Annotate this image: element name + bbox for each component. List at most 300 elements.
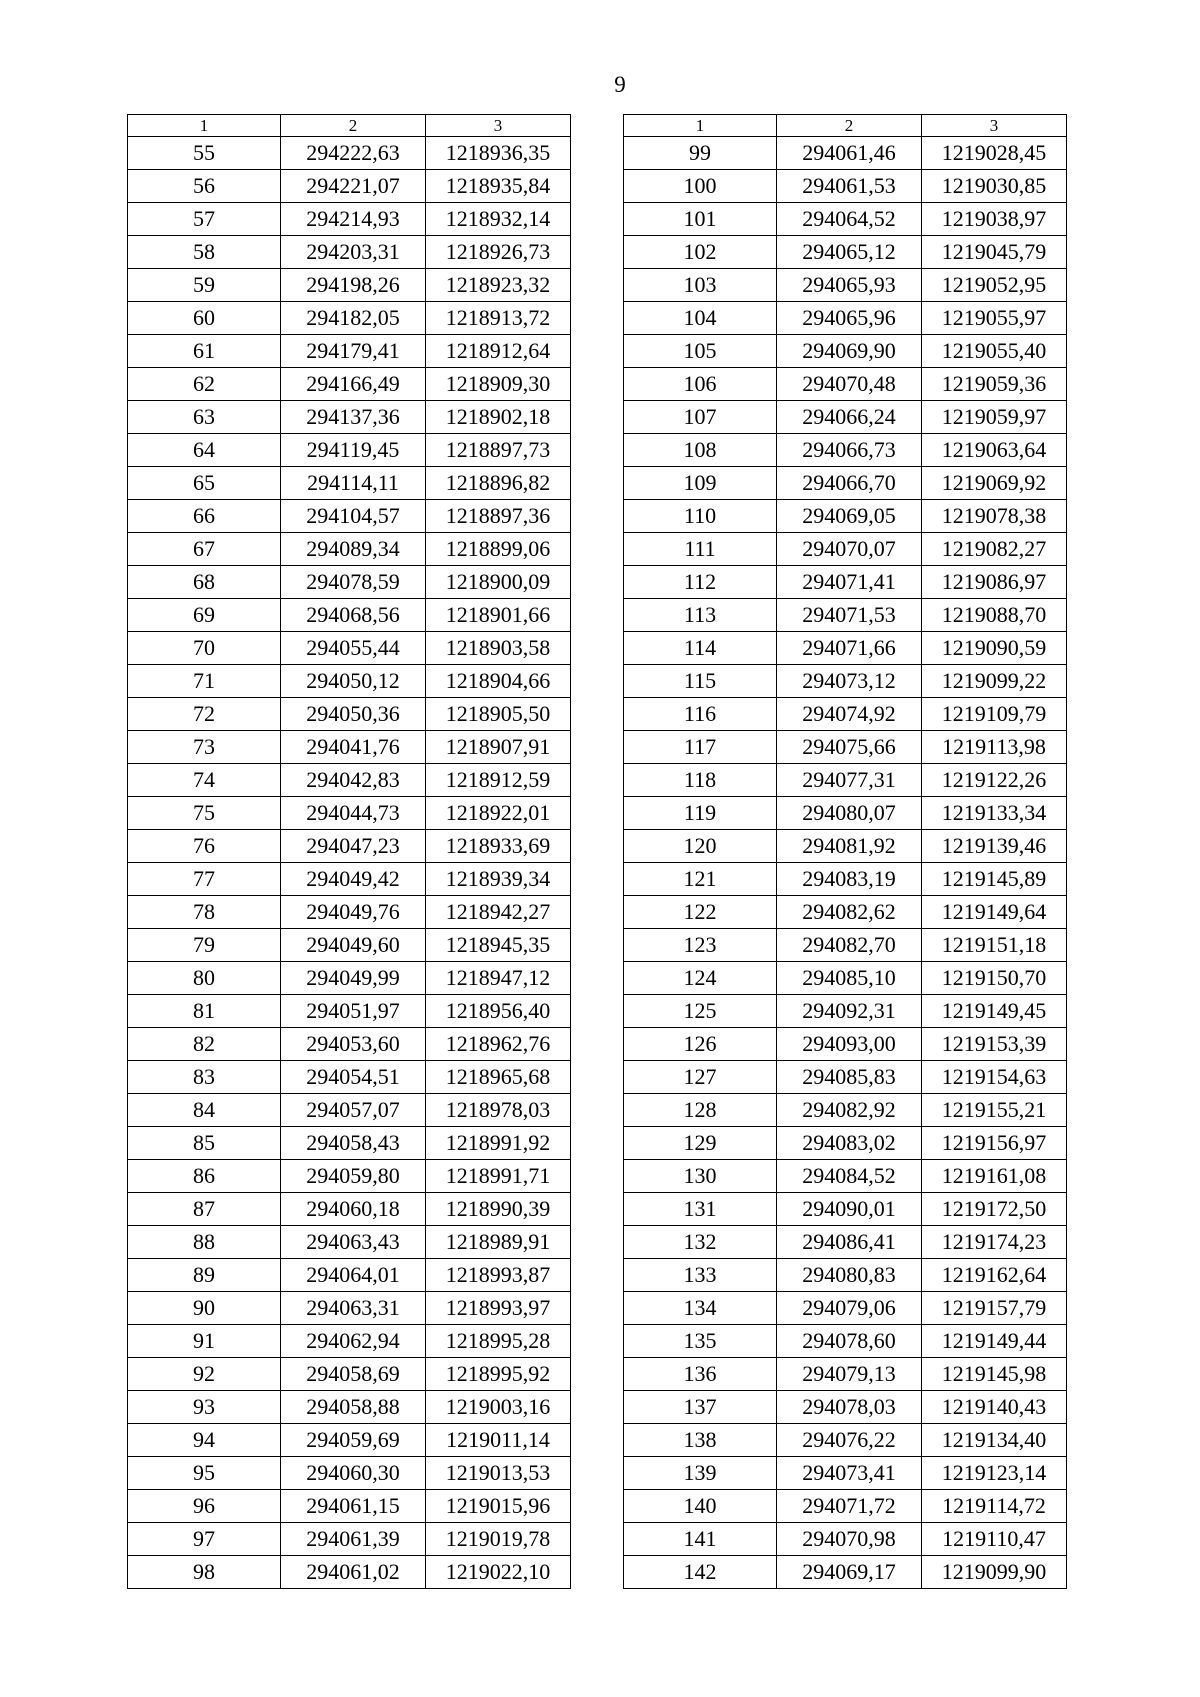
coordinate-x-cell: 294057,07 (281, 1094, 426, 1127)
coordinate-y-cell: 1219140,43 (922, 1391, 1067, 1424)
point-number-cell: 83 (128, 1061, 281, 1094)
coordinate-y-cell: 1219145,98 (922, 1358, 1067, 1391)
coordinate-x-cell: 294083,02 (777, 1127, 922, 1160)
point-number-cell: 87 (128, 1193, 281, 1226)
point-number-cell: 72 (128, 698, 281, 731)
coordinate-x-cell: 294060,30 (281, 1457, 426, 1490)
coordinate-x-cell: 294061,02 (281, 1556, 426, 1589)
table-row (624, 1127, 1067, 1160)
table-row (624, 599, 1067, 632)
coordinate-y-cell: 1219172,50 (922, 1193, 1067, 1226)
point-number-cell: 110 (624, 500, 777, 533)
point-number-cell: 80 (128, 962, 281, 995)
point-number-cell: 122 (624, 896, 777, 929)
table-row (128, 1490, 571, 1523)
point-number-cell: 59 (128, 269, 281, 302)
column-header-1: 1 (128, 115, 281, 137)
coordinate-y-cell: 1218956,40 (426, 995, 571, 1028)
table-row (624, 1358, 1067, 1391)
table-row (128, 302, 571, 335)
point-number-cell: 100 (624, 170, 777, 203)
table-row (624, 1028, 1067, 1061)
table-row (128, 1094, 571, 1127)
coordinate-y-cell: 1218903,58 (426, 632, 571, 665)
point-number-cell: 71 (128, 665, 281, 698)
coordinate-y-cell: 1219134,40 (922, 1424, 1067, 1457)
column-header-3: 3 (922, 115, 1067, 137)
point-number-cell: 66 (128, 500, 281, 533)
coordinate-x-cell: 294050,36 (281, 698, 426, 731)
coordinate-y-cell: 1218900,09 (426, 566, 571, 599)
coordinate-y-cell: 1219099,90 (922, 1556, 1067, 1589)
coordinate-x-cell: 294071,72 (777, 1490, 922, 1523)
table-row (128, 863, 571, 896)
coordinate-y-cell: 1219113,98 (922, 731, 1067, 764)
point-number-cell: 116 (624, 698, 777, 731)
table-row (624, 1556, 1067, 1589)
table-row (624, 1226, 1067, 1259)
coordinate-x-cell: 294084,52 (777, 1160, 922, 1193)
coordinate-y-cell: 1218936,35 (426, 137, 571, 170)
coordinate-y-cell: 1218896,82 (426, 467, 571, 500)
table-row (128, 962, 571, 995)
coordinate-x-cell: 294070,07 (777, 533, 922, 566)
point-number-cell: 79 (128, 929, 281, 962)
point-number-cell: 61 (128, 335, 281, 368)
point-number-cell: 112 (624, 566, 777, 599)
point-number-cell: 92 (128, 1358, 281, 1391)
coordinate-y-cell: 1219022,10 (426, 1556, 571, 1589)
coordinate-x-cell: 294166,49 (281, 368, 426, 401)
coordinate-x-cell: 294049,60 (281, 929, 426, 962)
point-number-cell: 67 (128, 533, 281, 566)
point-number-cell: 139 (624, 1457, 777, 1490)
point-number-cell: 108 (624, 434, 777, 467)
table-row (128, 467, 571, 500)
point-number-cell: 105 (624, 335, 777, 368)
table-row (128, 995, 571, 1028)
point-number-cell: 103 (624, 269, 777, 302)
coordinate-y-cell: 1219123,14 (922, 1457, 1067, 1490)
table-row (128, 1226, 571, 1259)
coordinate-y-cell: 1219038,97 (922, 203, 1067, 236)
point-number-cell: 73 (128, 731, 281, 764)
coordinate-y-cell: 1219090,59 (922, 632, 1067, 665)
point-number-cell: 57 (128, 203, 281, 236)
coordinate-x-cell: 294058,43 (281, 1127, 426, 1160)
table-row (128, 1523, 571, 1556)
coordinate-x-cell: 294085,83 (777, 1061, 922, 1094)
table-row (624, 1094, 1067, 1127)
table-row (624, 995, 1067, 1028)
coordinate-x-cell: 294083,19 (777, 863, 922, 896)
coordinate-x-cell: 294086,41 (777, 1226, 922, 1259)
coordinate-y-cell: 1218991,71 (426, 1160, 571, 1193)
coordinate-x-cell: 294073,12 (777, 665, 922, 698)
coordinate-y-cell: 1219019,78 (426, 1523, 571, 1556)
table-row (128, 764, 571, 797)
table-row (624, 830, 1067, 863)
coordinate-x-cell: 294078,60 (777, 1325, 922, 1358)
coordinate-y-cell: 1218904,66 (426, 665, 571, 698)
table-row (128, 1292, 571, 1325)
coordinate-y-cell: 1219055,97 (922, 302, 1067, 335)
coordinate-x-cell: 294069,17 (777, 1556, 922, 1589)
coordinate-y-cell: 1219114,72 (922, 1490, 1067, 1523)
point-number-cell: 135 (624, 1325, 777, 1358)
coordinate-y-cell: 1219028,45 (922, 137, 1067, 170)
table-row (624, 1259, 1067, 1292)
table-row (624, 368, 1067, 401)
table-row (128, 1259, 571, 1292)
table-row (128, 1061, 571, 1094)
coordinate-x-cell: 294071,66 (777, 632, 922, 665)
coordinate-y-cell: 1218912,59 (426, 764, 571, 797)
table-row (128, 533, 571, 566)
point-number-cell: 58 (128, 236, 281, 269)
coordinate-x-cell: 294076,22 (777, 1424, 922, 1457)
table-row (128, 1160, 571, 1193)
point-number-cell: 55 (128, 137, 281, 170)
point-number-cell: 140 (624, 1490, 777, 1523)
table-row (624, 731, 1067, 764)
coordinate-x-cell: 294066,70 (777, 467, 922, 500)
coordinate-x-cell: 294054,51 (281, 1061, 426, 1094)
coordinate-y-cell: 1219154,63 (922, 1061, 1067, 1094)
coordinates-table-left (127, 114, 571, 1589)
table-row (624, 302, 1067, 335)
table-row (624, 236, 1067, 269)
coordinate-y-cell: 1219109,79 (922, 698, 1067, 731)
coordinate-y-cell: 1219153,39 (922, 1028, 1067, 1061)
coordinate-y-cell: 1219161,08 (922, 1160, 1067, 1193)
coordinate-y-cell: 1219078,38 (922, 500, 1067, 533)
point-number-cell: 95 (128, 1457, 281, 1490)
point-number-cell: 101 (624, 203, 777, 236)
coordinate-y-cell: 1218993,97 (426, 1292, 571, 1325)
table-row (624, 1193, 1067, 1226)
table-row (128, 434, 571, 467)
point-number-cell: 128 (624, 1094, 777, 1127)
coordinate-y-cell: 1218912,64 (426, 335, 571, 368)
table-row (624, 1292, 1067, 1325)
point-number-cell: 136 (624, 1358, 777, 1391)
table-row (128, 1391, 571, 1424)
coordinate-y-cell: 1218905,50 (426, 698, 571, 731)
table-row (128, 236, 571, 269)
coordinate-y-cell: 1218913,72 (426, 302, 571, 335)
table-row (128, 368, 571, 401)
table-row (624, 500, 1067, 533)
point-number-cell: 123 (624, 929, 777, 962)
coordinate-y-cell: 1219145,89 (922, 863, 1067, 896)
coordinate-y-cell: 1219063,64 (922, 434, 1067, 467)
column-header-2: 2 (281, 115, 426, 137)
coordinate-x-cell: 294073,41 (777, 1457, 922, 1490)
point-number-cell: 63 (128, 401, 281, 434)
table-row (128, 929, 571, 962)
point-number-cell: 142 (624, 1556, 777, 1589)
point-number-cell: 68 (128, 566, 281, 599)
coordinate-x-cell: 294049,42 (281, 863, 426, 896)
point-number-cell: 64 (128, 434, 281, 467)
point-number-cell: 96 (128, 1490, 281, 1523)
coordinate-x-cell: 294085,10 (777, 962, 922, 995)
coordinate-x-cell: 294093,00 (777, 1028, 922, 1061)
point-number-cell: 81 (128, 995, 281, 1028)
coordinate-y-cell: 1219110,47 (922, 1523, 1067, 1556)
point-number-cell: 141 (624, 1523, 777, 1556)
coordinate-x-cell: 294198,26 (281, 269, 426, 302)
coordinate-y-cell: 1219045,79 (922, 236, 1067, 269)
coordinate-y-cell: 1218939,34 (426, 863, 571, 896)
table-row (624, 1061, 1067, 1094)
point-number-cell: 130 (624, 1160, 777, 1193)
table-row (624, 335, 1067, 368)
table-row (128, 170, 571, 203)
coordinate-x-cell: 294078,59 (281, 566, 426, 599)
point-number-cell: 85 (128, 1127, 281, 1160)
point-number-cell: 94 (128, 1424, 281, 1457)
coordinate-y-cell: 1219086,97 (922, 566, 1067, 599)
coordinate-y-cell: 1218995,28 (426, 1325, 571, 1358)
table-row (128, 1127, 571, 1160)
table-row (624, 1160, 1067, 1193)
coordinate-y-cell: 1219082,27 (922, 533, 1067, 566)
table-row (128, 203, 571, 236)
coordinate-x-cell: 294064,01 (281, 1259, 426, 1292)
coordinate-y-cell: 1219162,64 (922, 1259, 1067, 1292)
coordinate-y-cell: 1219069,92 (922, 467, 1067, 500)
coordinate-y-cell: 1219149,64 (922, 896, 1067, 929)
coordinate-x-cell: 294063,43 (281, 1226, 426, 1259)
coordinate-x-cell: 294070,98 (777, 1523, 922, 1556)
point-number-cell: 119 (624, 797, 777, 830)
point-number-cell: 97 (128, 1523, 281, 1556)
coordinate-x-cell: 294075,66 (777, 731, 922, 764)
point-number-cell: 56 (128, 170, 281, 203)
table-row (128, 1556, 571, 1589)
point-number-cell: 118 (624, 764, 777, 797)
coordinate-x-cell: 294221,07 (281, 170, 426, 203)
coordinate-y-cell: 1218978,03 (426, 1094, 571, 1127)
coordinate-x-cell: 294222,63 (281, 137, 426, 170)
table-row (624, 170, 1067, 203)
coordinate-y-cell: 1219150,70 (922, 962, 1067, 995)
point-number-cell: 120 (624, 830, 777, 863)
point-number-cell: 126 (624, 1028, 777, 1061)
point-number-cell: 124 (624, 962, 777, 995)
table-row (128, 137, 571, 170)
table-row (624, 401, 1067, 434)
coordinate-y-cell: 1218899,06 (426, 533, 571, 566)
table-row (624, 863, 1067, 896)
coordinate-y-cell: 1218933,69 (426, 830, 571, 863)
coordinate-x-cell: 294089,34 (281, 533, 426, 566)
table-row (128, 1193, 571, 1226)
coordinate-x-cell: 294055,44 (281, 632, 426, 665)
table-row (624, 566, 1067, 599)
table-row (624, 632, 1067, 665)
point-number-cell: 62 (128, 368, 281, 401)
coordinate-x-cell: 294080,83 (777, 1259, 922, 1292)
point-number-cell: 65 (128, 467, 281, 500)
coordinate-x-cell: 294114,11 (281, 467, 426, 500)
coordinate-x-cell: 294074,92 (777, 698, 922, 731)
coordinate-x-cell: 294065,12 (777, 236, 922, 269)
point-number-cell: 98 (128, 1556, 281, 1589)
coordinate-y-cell: 1219133,34 (922, 797, 1067, 830)
table-row (128, 698, 571, 731)
coordinate-y-cell: 1219099,22 (922, 665, 1067, 698)
point-number-cell: 75 (128, 797, 281, 830)
column-header-1: 1 (624, 115, 777, 137)
coordinate-y-cell: 1219059,36 (922, 368, 1067, 401)
table-row (624, 929, 1067, 962)
coordinate-x-cell: 294063,31 (281, 1292, 426, 1325)
table-row (128, 500, 571, 533)
table-row (128, 665, 571, 698)
table-row (624, 203, 1067, 236)
point-number-cell: 109 (624, 467, 777, 500)
coordinate-x-cell: 294203,31 (281, 236, 426, 269)
coordinate-x-cell: 294053,60 (281, 1028, 426, 1061)
point-number-cell: 70 (128, 632, 281, 665)
table-row (128, 335, 571, 368)
table-row (624, 434, 1067, 467)
coordinate-x-cell: 294049,99 (281, 962, 426, 995)
coordinate-y-cell: 1219030,85 (922, 170, 1067, 203)
coordinate-y-cell: 1219059,97 (922, 401, 1067, 434)
table-row (624, 962, 1067, 995)
point-number-cell: 113 (624, 599, 777, 632)
coordinate-x-cell: 294051,97 (281, 995, 426, 1028)
point-number-cell: 134 (624, 1292, 777, 1325)
point-number-cell: 82 (128, 1028, 281, 1061)
coordinate-x-cell: 294059,80 (281, 1160, 426, 1193)
point-number-cell: 93 (128, 1391, 281, 1424)
point-number-cell: 102 (624, 236, 777, 269)
point-number-cell: 69 (128, 599, 281, 632)
coordinate-y-cell: 1219011,14 (426, 1424, 571, 1457)
point-number-cell: 132 (624, 1226, 777, 1259)
coordinate-x-cell: 294044,73 (281, 797, 426, 830)
table-row (128, 632, 571, 665)
coordinate-x-cell: 294049,76 (281, 896, 426, 929)
point-number-cell: 129 (624, 1127, 777, 1160)
coordinate-x-cell: 294077,31 (777, 764, 922, 797)
coordinate-y-cell: 1218945,35 (426, 929, 571, 962)
point-number-cell: 76 (128, 830, 281, 863)
table-row (624, 1457, 1067, 1490)
coordinate-y-cell: 1219156,97 (922, 1127, 1067, 1160)
table-row (624, 467, 1067, 500)
point-number-cell: 111 (624, 533, 777, 566)
column-header-2: 2 (777, 115, 922, 137)
coordinate-x-cell: 294061,46 (777, 137, 922, 170)
coordinate-x-cell: 294092,31 (777, 995, 922, 1028)
coordinate-x-cell: 294062,94 (281, 1325, 426, 1358)
point-number-cell: 121 (624, 863, 777, 896)
table-row (128, 401, 571, 434)
coordinate-y-cell: 1219052,95 (922, 269, 1067, 302)
coordinate-y-cell: 1218962,76 (426, 1028, 571, 1061)
table-row (128, 1028, 571, 1061)
coordinate-y-cell: 1219155,21 (922, 1094, 1067, 1127)
coordinate-y-cell: 1218965,68 (426, 1061, 571, 1094)
point-number-cell: 125 (624, 995, 777, 1028)
coordinates-table-right (623, 114, 1067, 1589)
point-number-cell: 115 (624, 665, 777, 698)
coordinate-x-cell: 294081,92 (777, 830, 922, 863)
coordinate-x-cell: 294179,41 (281, 335, 426, 368)
coordinate-y-cell: 1218947,12 (426, 962, 571, 995)
page-number: 9 (614, 72, 626, 97)
point-number-cell: 114 (624, 632, 777, 665)
coordinate-x-cell: 294061,15 (281, 1490, 426, 1523)
table-row (128, 599, 571, 632)
coordinate-y-cell: 1219003,16 (426, 1391, 571, 1424)
coordinate-y-cell: 1218907,91 (426, 731, 571, 764)
coordinate-y-cell: 1219055,40 (922, 335, 1067, 368)
coordinate-y-cell: 1218909,30 (426, 368, 571, 401)
coordinate-y-cell: 1219157,79 (922, 1292, 1067, 1325)
table-row (128, 1424, 571, 1457)
coordinate-y-cell: 1218942,27 (426, 896, 571, 929)
coordinate-x-cell: 294068,56 (281, 599, 426, 632)
coordinate-x-cell: 294137,36 (281, 401, 426, 434)
coordinate-x-cell: 294119,45 (281, 434, 426, 467)
point-number-cell: 90 (128, 1292, 281, 1325)
point-number-cell: 106 (624, 368, 777, 401)
point-number-cell: 138 (624, 1424, 777, 1457)
coordinate-y-cell: 1218993,87 (426, 1259, 571, 1292)
table-row (624, 533, 1067, 566)
coordinate-x-cell: 294061,53 (777, 170, 922, 203)
coordinate-x-cell: 294082,62 (777, 896, 922, 929)
table-row (624, 137, 1067, 170)
table-row (128, 566, 571, 599)
coordinate-x-cell: 294058,69 (281, 1358, 426, 1391)
coordinate-x-cell: 294066,24 (777, 401, 922, 434)
table-row (624, 1490, 1067, 1523)
coordinate-x-cell: 294041,76 (281, 731, 426, 764)
coordinate-y-cell: 1219151,18 (922, 929, 1067, 962)
coordinate-x-cell: 294182,05 (281, 302, 426, 335)
point-number-cell: 104 (624, 302, 777, 335)
coordinate-y-cell: 1218932,14 (426, 203, 571, 236)
coordinate-x-cell: 294070,48 (777, 368, 922, 401)
coordinate-y-cell: 1218897,36 (426, 500, 571, 533)
point-number-cell: 84 (128, 1094, 281, 1127)
point-number-cell: 133 (624, 1259, 777, 1292)
table-row (128, 731, 571, 764)
coordinate-y-cell: 1218991,92 (426, 1127, 571, 1160)
table-row (624, 797, 1067, 830)
table-row (624, 1523, 1067, 1556)
coordinate-y-cell: 1219088,70 (922, 599, 1067, 632)
point-number-cell: 89 (128, 1259, 281, 1292)
coordinate-y-cell: 1218923,32 (426, 269, 571, 302)
point-number-cell: 88 (128, 1226, 281, 1259)
table-row (128, 797, 571, 830)
coordinate-x-cell: 294042,83 (281, 764, 426, 797)
coordinate-y-cell: 1218990,39 (426, 1193, 571, 1226)
coordinate-x-cell: 294104,57 (281, 500, 426, 533)
coordinate-x-cell: 294069,90 (777, 335, 922, 368)
point-number-cell: 127 (624, 1061, 777, 1094)
table-header-row (128, 115, 571, 137)
